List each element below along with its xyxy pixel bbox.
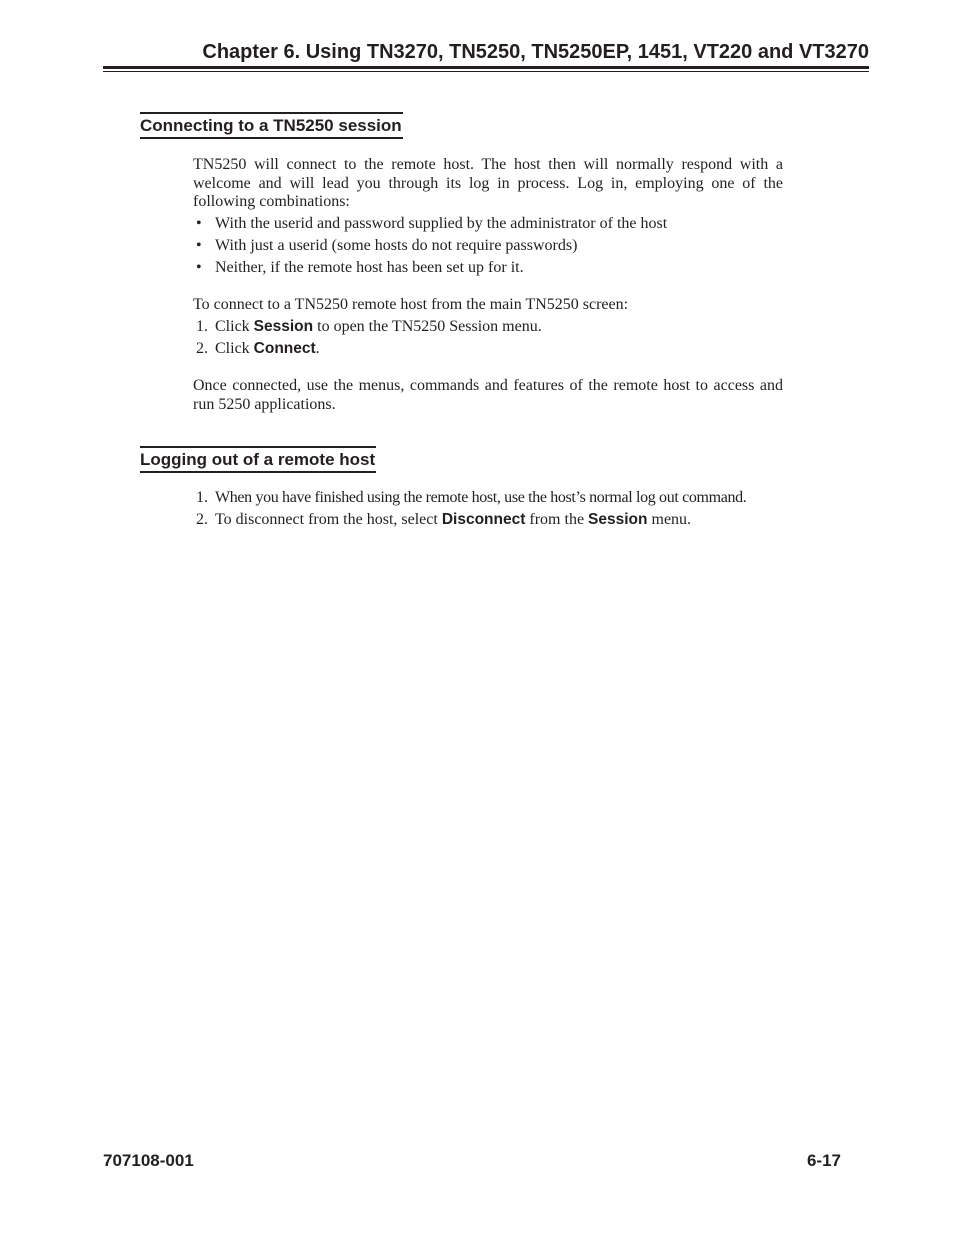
step-text-middle: from the xyxy=(525,511,589,528)
logout-step-2 xyxy=(193,511,793,530)
bullet-item xyxy=(193,237,793,256)
session-menu-ref: Session xyxy=(253,318,314,335)
step-text-prefix: To disconnect from the host, select xyxy=(215,511,442,528)
step-number: 1. xyxy=(196,489,208,506)
bullet-item xyxy=(193,259,793,278)
bullet-text: With the userid and password supplied by the administrator of the host xyxy=(215,215,668,232)
bullet-text: Neither, if the remote host has been set up for it. xyxy=(215,259,524,276)
bullet-marker: • xyxy=(196,215,202,232)
header-rule-thick xyxy=(103,66,869,69)
document-number: 707108-001 xyxy=(103,1151,194,1170)
disconnect-command-ref: Disconnect xyxy=(441,511,526,528)
step-text-suffix: . xyxy=(315,340,320,357)
section-heading-connecting: Connecting to a TN5250 session xyxy=(140,112,403,139)
section-heading-logging-out: Logging out of a remote host xyxy=(140,446,376,473)
step-text-suffix: menu. xyxy=(647,511,692,528)
step-number: 2. xyxy=(196,511,208,528)
bullet-marker: • xyxy=(196,237,202,254)
session-menu-ref: Session xyxy=(588,511,648,528)
bullet-text: With just a userid (some hosts do not require passwords) xyxy=(215,237,578,254)
step-text-suffix: to open the TN5250 Session menu. xyxy=(313,318,542,335)
bullet-item xyxy=(193,215,793,234)
logout-step-1 xyxy=(193,489,793,508)
connect-closing-paragraph: Once connected, use the menus, commands and features of the remote host to access and run 5250 applications. xyxy=(193,377,783,413)
step-text-prefix: Click xyxy=(215,318,254,335)
chapter-header: Chapter 6. Using TN3270, TN5250, TN5250EP, 1451, VT220 and VT3270 xyxy=(202,41,869,63)
step-text-prefix: Click xyxy=(215,340,254,357)
bullet-marker: • xyxy=(196,259,202,276)
connect-command-ref: Connect xyxy=(253,340,316,357)
step-number: 1. xyxy=(196,318,208,335)
steps-intro-paragraph: To connect to a TN5250 remote host from the main TN5250 screen: xyxy=(193,296,629,313)
header-rule-thin xyxy=(103,71,869,72)
step-text: When you have finished using the remote host, use the host’s normal log out command. xyxy=(215,489,747,506)
step-number: 2. xyxy=(196,340,208,357)
page-number: 6-17 xyxy=(806,1151,841,1170)
connect-step-1 xyxy=(193,318,793,337)
connect-intro-paragraph: TN5250 will connect to the remote host. The host then will normally respond with a welcome and will lead you through its log in process. Log in, employing one of the following combinations: xyxy=(193,156,783,210)
connect-step-2 xyxy=(193,340,793,359)
